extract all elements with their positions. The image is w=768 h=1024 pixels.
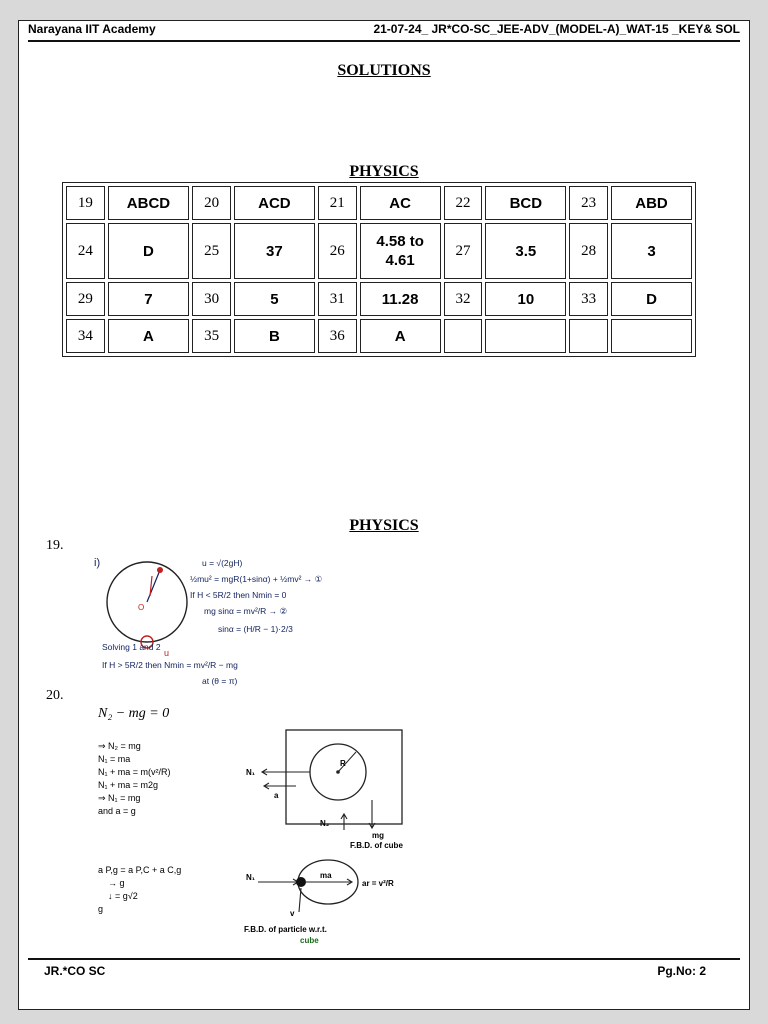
question-number-cell: 21 (318, 186, 357, 220)
answer-cell: 3 (611, 223, 692, 279)
answer-cell: AC (360, 186, 441, 220)
answer-cell: ACD (234, 186, 315, 220)
question-number-cell: 25 (192, 223, 231, 279)
q19-line-8: at (θ = π) (202, 676, 238, 686)
q20-acc-eq-4: g (98, 904, 104, 914)
question-number-cell: 29 (66, 282, 105, 316)
question-19-number: 19. (46, 538, 64, 553)
solutions-heading: PHYSICS (349, 517, 419, 534)
answer-cell (485, 319, 566, 353)
answer-cell (611, 319, 692, 353)
key-heading: PHYSICS (349, 163, 419, 180)
answer-cell: 3.5 (485, 223, 566, 279)
particle (296, 877, 306, 887)
fbd-particle-figure (240, 856, 420, 948)
q20-eq-3: N₁ + ma = m(v²/R) (98, 767, 171, 777)
question-number-cell: 30 (192, 282, 231, 316)
mg-label: mg (372, 831, 384, 840)
footer-page-number: Pg.No: 2 (657, 964, 706, 978)
q19-line-5: sinα = (H/R − 1)·2/3 (218, 624, 293, 634)
answer-cell: 4.58 to 4.61 (360, 223, 441, 279)
page-footer (28, 958, 740, 980)
q20-eq-5: ⇒ N₁ = mg (98, 793, 141, 803)
question-number-cell: 19 (66, 186, 105, 220)
question-number-cell (444, 319, 483, 353)
q20-eq-6: and a = g (98, 806, 136, 816)
fbd-cube-caption: F.B.D. of cube (350, 841, 403, 850)
cavity-center (336, 770, 340, 774)
q20-main-equation: N₂ − mg = 0 (98, 706, 170, 721)
fbd-particle-caption-1: F.B.D. of particle w.r.t. (244, 925, 327, 934)
q19-line-7: If H > 5R/2 then Nmin = mv²/R − mg (102, 660, 238, 670)
answer-key-row (66, 282, 692, 316)
question-number-cell: 26 (318, 223, 357, 279)
question-number-cell: 31 (318, 282, 357, 316)
particle-dot (157, 567, 163, 573)
n1-label: N₁ (246, 768, 256, 777)
question-number-cell: 22 (444, 186, 483, 220)
answer-cell: BCD (485, 186, 566, 220)
v-label: v (290, 909, 295, 918)
q20-acc-eq-1: a P,g = a P,C + a C,g (98, 865, 182, 875)
answer-cell: ABD (611, 186, 692, 220)
question-20-number: 20. (46, 688, 64, 703)
footer-class: JR.*CO SC (44, 964, 106, 978)
answer-cell: 7 (108, 282, 190, 316)
question-19-handwritten-solution (92, 552, 342, 690)
ar-label: ar = v²/R (362, 879, 394, 888)
velocity-label: u (164, 648, 170, 658)
question-number-cell: 20 (192, 186, 231, 220)
q20-acc-eq-2: → g (108, 878, 125, 888)
answer-cell: 5 (234, 282, 315, 316)
question-number-cell: 32 (444, 282, 483, 316)
answer-cell: 10 (485, 282, 566, 316)
n2-label: N₂ (320, 819, 330, 828)
answer-cell: 11.28 (360, 282, 441, 316)
answer-key-row (66, 319, 692, 353)
page-title: SOLUTIONS (337, 62, 431, 79)
answer-cell: A (360, 319, 441, 353)
q20-eq-1: ⇒ N₂ = mg (98, 741, 141, 751)
v-arrow (299, 888, 301, 912)
q19-line-1: u = √(2gH) (202, 558, 243, 568)
q20-equations (98, 740, 171, 818)
question-number-cell: 34 (66, 319, 105, 353)
question-number-cell: 28 (569, 223, 608, 279)
question-number-cell: 27 (444, 223, 483, 279)
answer-cell: 37 (234, 223, 315, 279)
answer-key-row (66, 186, 692, 220)
q20-acceleration-equations (98, 864, 181, 916)
q19-line-4: mg sinα = mv²/R → ② (204, 606, 288, 616)
fbd-particle-caption-2: cube (300, 936, 319, 945)
q19-marker: i) (94, 557, 101, 569)
radius-label: R (340, 759, 346, 768)
ma-label: ma (320, 871, 332, 880)
page-header (28, 22, 740, 42)
answer-cell: D (108, 223, 190, 279)
question-number-cell: 33 (569, 282, 608, 316)
a-label: a (274, 791, 279, 800)
question-number-cell: 24 (66, 223, 105, 279)
answer-cell: A (108, 319, 190, 353)
answer-cell: ABCD (108, 186, 190, 220)
q19-line-2: ½mu² = mgR(1+sinα) + ½mv² → ① (190, 574, 323, 584)
q19-line-3: If H < 5R/2 then Nmin = 0 (190, 590, 287, 600)
question-number-cell: 36 (318, 319, 357, 353)
q20-acc-eq-3: ↓ = g√2 (108, 891, 138, 901)
center-label: O (138, 603, 145, 612)
fbd-cube-figure (240, 726, 420, 852)
q19-line-6: Solving 1 and 2 (102, 642, 161, 652)
answer-cell: B (234, 319, 315, 353)
answer-key-table (62, 182, 696, 357)
n1-force-label: N₁ (246, 873, 256, 882)
answer-cell: D (611, 282, 692, 316)
answer-key-row (66, 223, 692, 279)
question-number-cell (569, 319, 608, 353)
header-institute: Narayana IIT Academy (28, 22, 156, 36)
question-number-cell: 35 (192, 319, 231, 353)
q20-eq-2: N₁ = ma (98, 754, 131, 764)
question-number-cell: 23 (569, 186, 608, 220)
q20-eq-4: N₁ + ma = m2g (98, 780, 159, 790)
header-exam-code: 21-07-24_ JR*CO-SC_JEE-ADV_(MODEL-A)_WAT-15 _KEY& SOL (373, 22, 740, 36)
